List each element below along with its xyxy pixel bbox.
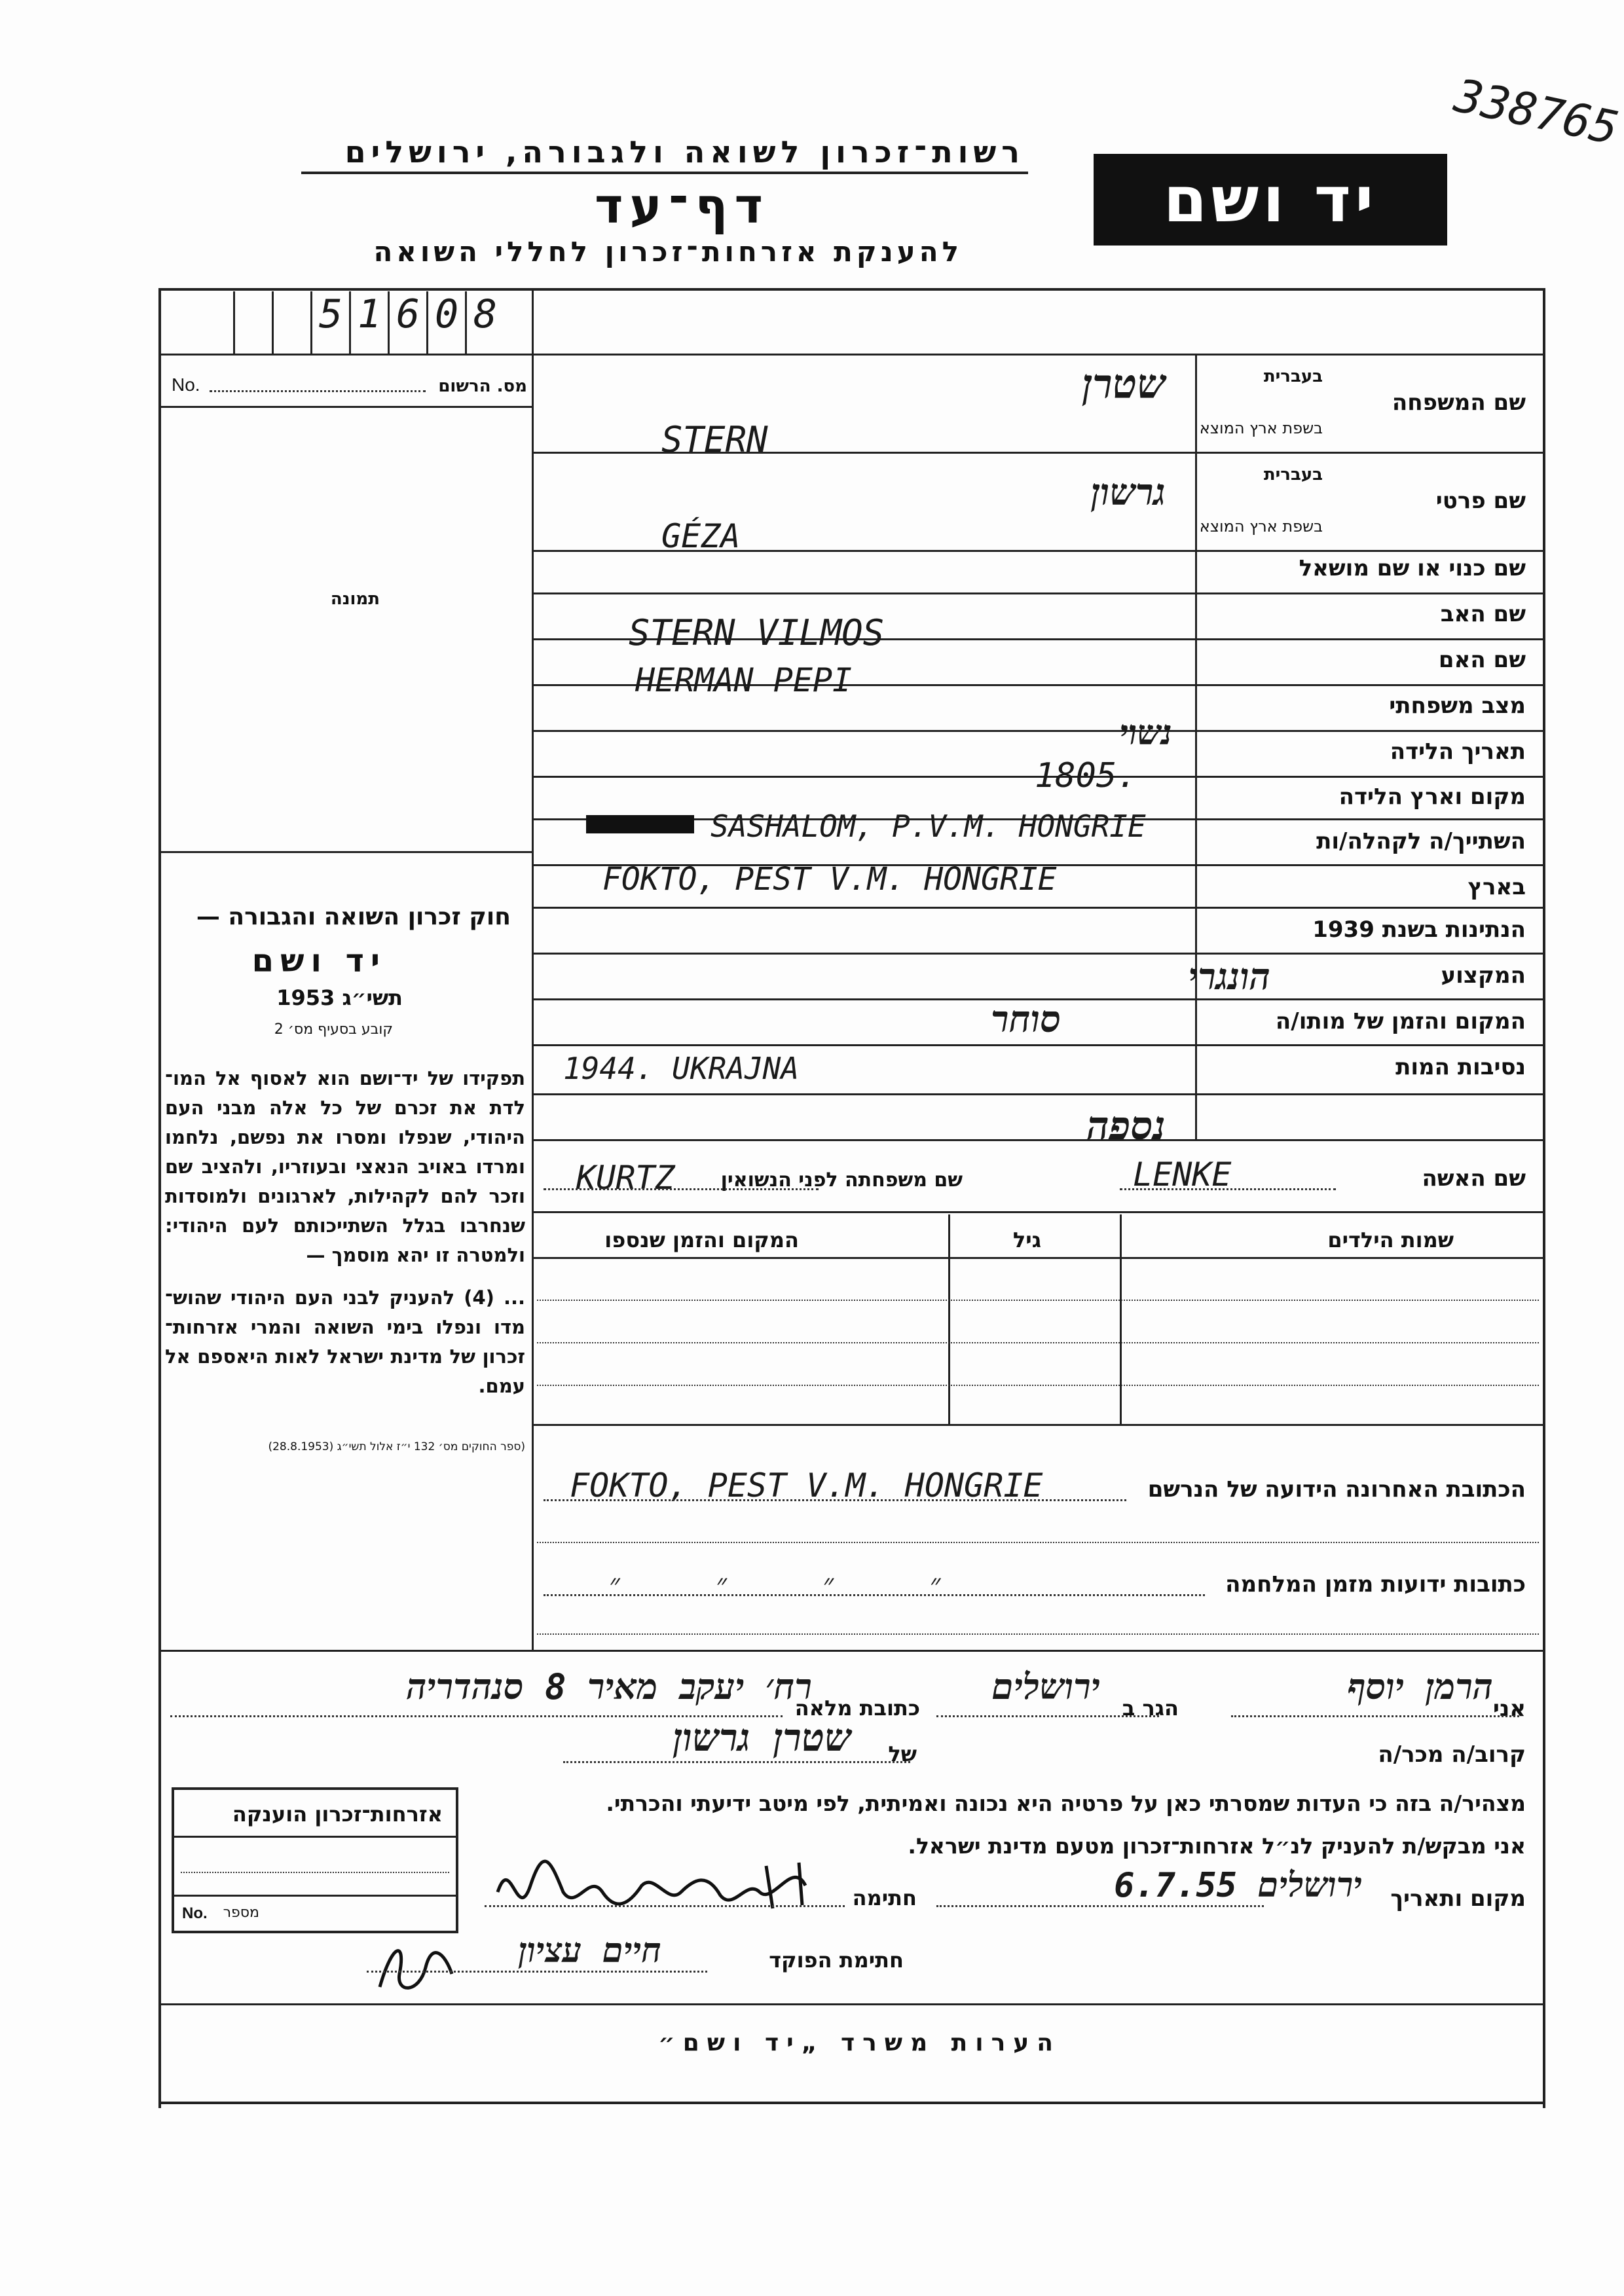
declaration-text: מצהיר/ה בזה כי העדות שמסרתי כאן על פרטיה היא נכונה ואמיתית, לפי מיטב ידיעתי והכרתי. [606, 1791, 1526, 1816]
nickname-label: שם כנוי או שם מושאל [1299, 555, 1526, 581]
country-label: בארץ [1467, 874, 1526, 900]
notes-title: הערות משרד „יד ושם״ [658, 2030, 1061, 2056]
mother-value: HERMAN PEPI [635, 661, 853, 699]
surname-origin-label: בשפת ארץ המוצא [1199, 419, 1323, 437]
children-place-header: המקום והזמן שנספו [604, 1228, 799, 1252]
war-address-label: כתובות ידועות מזמן המלחמה [1225, 1571, 1526, 1597]
doc-number: 338765 [1450, 68, 1623, 156]
surname-hebrew-label: בעברית [1263, 367, 1323, 386]
birthdate-label: תאריך הלידה [1390, 738, 1526, 765]
declarant-address: רח׳ יעקב מאיר 8 סנהדריה [406, 1666, 812, 1707]
children-names-header: שמות הילדים [1327, 1228, 1454, 1252]
law-year: תשי״ג 1953 [276, 985, 403, 1010]
surname-hebrew-value: שטרן [1082, 360, 1166, 408]
community-label: השתייך/ה לקהלה/ות [1316, 828, 1526, 854]
father-label: שם האב [1440, 601, 1526, 627]
mother-label: שם האם [1438, 647, 1526, 673]
registration-boxes: 5 1 6 0 8 [196, 291, 530, 354]
of-label: של [888, 1741, 917, 1766]
reg-no-label: No. [172, 374, 200, 395]
surname-latin-value: STERN [661, 419, 768, 460]
profession-value: סוחר [991, 998, 1061, 1041]
citizenship-value: הונגרי [1188, 956, 1270, 998]
father-value: STERN VILMOS [629, 612, 885, 653]
declarant-i-label: אני [1492, 1696, 1526, 1722]
citizenship-box-title: אזרחות־זכרון הוענקה [232, 1802, 443, 1827]
profession-label: המקצוע [1441, 962, 1526, 989]
maiden-name-value: KURTZ [576, 1159, 675, 1197]
firstname-latin-value: GÉZA [661, 517, 741, 555]
address-label: כתובת מלאה [794, 1696, 920, 1721]
law-paragraph-2: ... (4) להעניק לבני העם היהודי שהוש־ מדו ונפלו בימי השואה והמרי אזרחות־ זכרון של מדינת ישראל לאות היאספם אל עמם. [165, 1286, 525, 1397]
maiden-name-label: שם משפחתה לפני הנשואין [720, 1169, 963, 1192]
war-address-value: ״ ״ ״ ״ [609, 1568, 980, 1601]
declarant-signature [491, 1846, 832, 1925]
authority-title: רשות־זכרון לשואה ולגבורה, ירושלים [344, 134, 1025, 170]
reg-number-label: מס. הרשום [438, 376, 527, 396]
declarant-name: הרמן יוסף [1347, 1666, 1493, 1707]
marital-value: נשוי [1119, 714, 1172, 753]
law-paragraph-1: תפקידו של יד־ושם הוא לאסוף אל המו־ לדת את זכרם של כל אלה מבני העם היהודי, שנפלו ומסרו את נפשם, נלחמו ומרדו באויב הנאצי ובעוזריו, ולהציב שם וזכר להם לקהילות, לארגונים ולמוסדות שנחרבו בגלל השתייכותם לעם היהודי: ולמטרה זו יהא מוסמך — [165, 1067, 525, 1266]
citizenship-box-no: No. [182, 1904, 208, 1922]
form-subtitle: להענקת אזרחות־זכרון לחללי השואה [373, 236, 963, 268]
signature-label: חתימה [852, 1886, 917, 1910]
death-value: 1944. UKRAJNA [563, 1051, 800, 1086]
last-address-label: הכתובת האחרונה הידועה של הנרשם [1147, 1476, 1526, 1503]
law-name: יד ושם [251, 943, 386, 979]
wife-value: LENKE [1133, 1156, 1232, 1194]
officer-name: חיים עציון [518, 1931, 661, 1971]
surname-label: שם המשפחה [1392, 390, 1526, 416]
death-label: המקום והזמן של מותו/ה [1275, 1008, 1526, 1034]
community-value: FOKTO, PEST V.M. HONGRIE [602, 861, 1057, 898]
citizenship-label: הנתינות בשנת 1939 [1312, 917, 1526, 943]
birthdate-value: 1805. [1035, 756, 1137, 795]
place-date-label: מקום ותאריך [1390, 1886, 1526, 1912]
firstname-hebrew-label: בעברית [1263, 465, 1323, 484]
firstname-origin-label: בשפת ארץ המוצא [1199, 517, 1323, 536]
relative-of-value: שטרן גרשון [673, 1715, 851, 1760]
circumstances-value: נספה [1086, 1103, 1166, 1149]
crossed-out-text [586, 815, 694, 833]
yad-vashem-logo: יד ושם [1094, 154, 1447, 246]
officer-signature-label: חתימת הפוקד [769, 1948, 904, 1973]
marital-label: מצב משפחתי [1389, 693, 1526, 719]
birthplace-value: SASHALOM, P.V.M. HONGRIE [710, 809, 1146, 844]
citizenship-box-number-label: מספר [223, 1904, 259, 1921]
firstname-hebrew-value: גרשון [1090, 471, 1166, 514]
relative-label: קרוב/ה מכר/ה [1378, 1741, 1526, 1768]
photo-label: תמונה [330, 589, 380, 609]
law-source: (ספר החוקים מס׳ 132 י״ז אלול תשי״ג (28.8.1953) [268, 1440, 525, 1453]
form-title: דף־עד [595, 178, 769, 234]
children-age-header: גיל [1012, 1228, 1041, 1252]
law-ref: קובע בסעיף מס׳ 2 [274, 1021, 393, 1038]
declarant-city: ירושלים [991, 1666, 1100, 1707]
citizenship-granted-box [172, 1787, 458, 1933]
circumstances-label: נסיבות המות [1395, 1054, 1526, 1080]
last-address-value: FOKTO, PEST V.M. HONGRIE [570, 1467, 1043, 1504]
request-text: אני מבקש/ת להעניק לנ״ל אזרחות־זכרון מטעם מדינת ישראל. [908, 1833, 1526, 1859]
wife-label: שם האשה [1422, 1165, 1526, 1192]
resides-label: הגר ב [1122, 1696, 1179, 1721]
birthplace-label: מקום וארץ הלידה [1338, 784, 1526, 810]
place-date-value: ירושלים 6.7.55 [1114, 1866, 1362, 1905]
firstname-label: שם פרטי [1435, 488, 1526, 514]
law-title: חוק זכרון השואה והגבורה — [196, 903, 511, 930]
